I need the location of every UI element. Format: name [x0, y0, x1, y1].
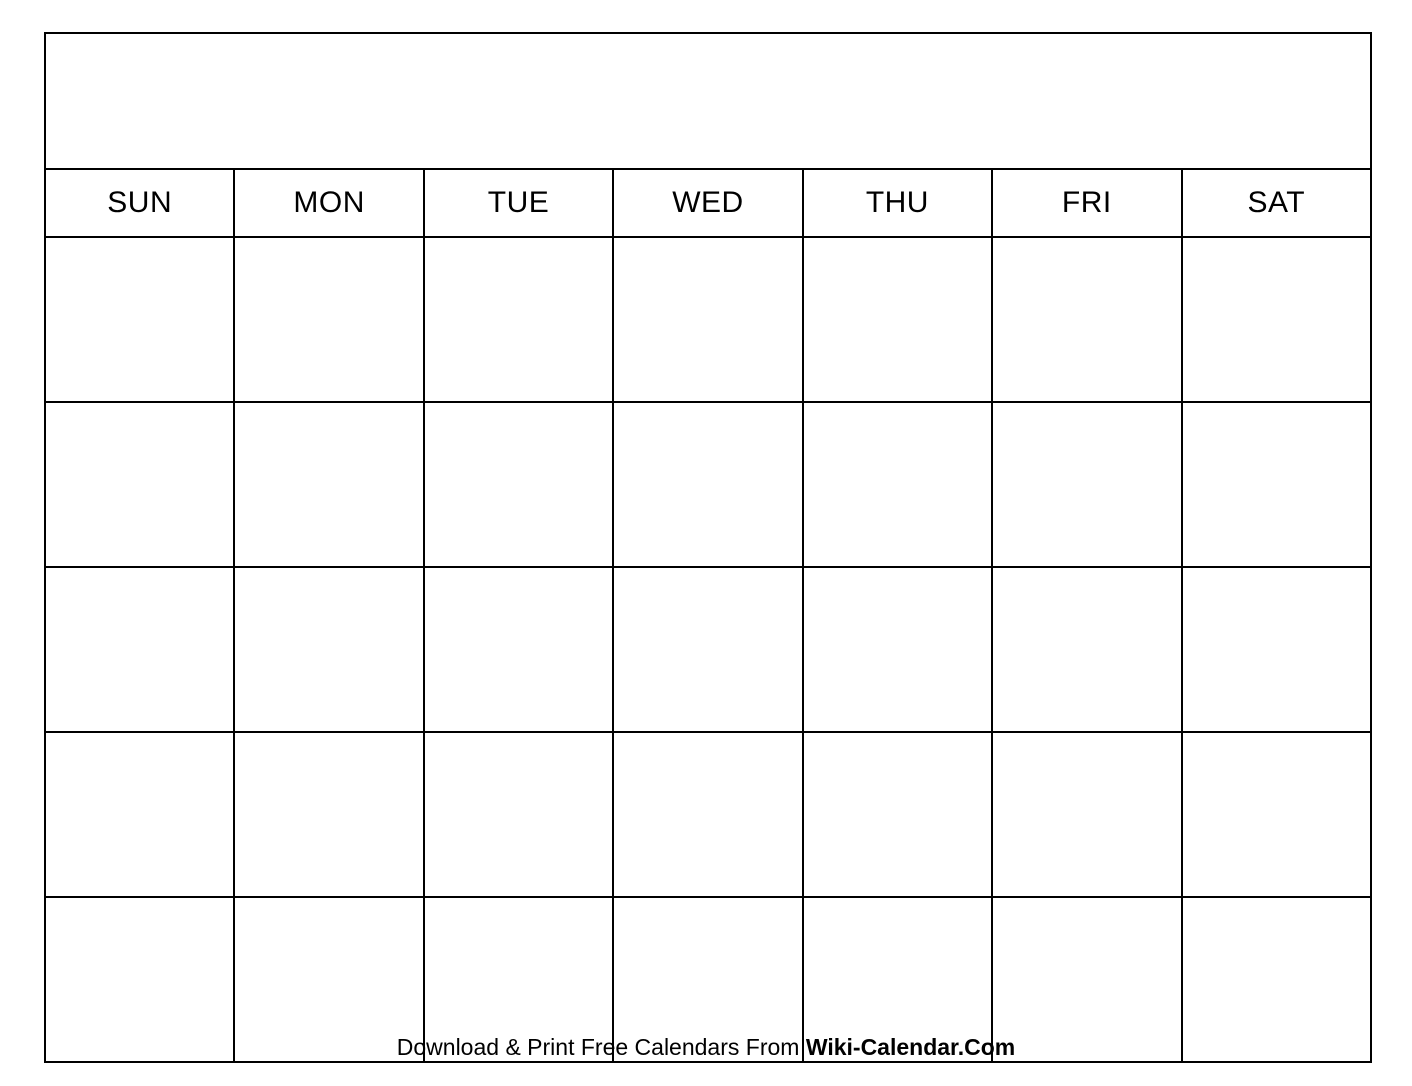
day-cell[interactable]	[45, 237, 234, 402]
day-cell[interactable]	[992, 732, 1181, 897]
day-cell[interactable]	[992, 402, 1181, 567]
day-cell[interactable]	[992, 237, 1181, 402]
day-cell[interactable]	[613, 567, 802, 732]
day-header-tue: TUE	[424, 169, 613, 237]
day-cell[interactable]	[1182, 567, 1371, 732]
day-number	[1183, 403, 1370, 407]
day-cell[interactable]	[424, 237, 613, 402]
day-number	[993, 733, 1180, 737]
day-header-thu: THU	[803, 169, 992, 237]
day-number	[804, 238, 991, 242]
day-number	[993, 403, 1180, 407]
day-number	[614, 238, 801, 242]
day-number	[235, 568, 422, 572]
calendar-week-row	[45, 402, 1371, 567]
day-number	[993, 238, 1180, 242]
day-header-mon: MON	[234, 169, 423, 237]
day-number	[614, 733, 801, 737]
day-number	[425, 238, 612, 242]
day-cell[interactable]	[424, 567, 613, 732]
day-number	[235, 238, 422, 242]
calendar-title-row	[45, 33, 1371, 169]
day-cell[interactable]	[234, 402, 423, 567]
day-number	[614, 568, 801, 572]
day-cell[interactable]	[1182, 732, 1371, 897]
day-cell[interactable]	[613, 732, 802, 897]
day-header-sun: SUN	[45, 169, 234, 237]
day-number	[46, 403, 233, 407]
day-number	[425, 733, 612, 737]
day-number	[804, 568, 991, 572]
day-number	[46, 898, 233, 902]
calendar-title-cell	[45, 33, 1371, 169]
day-number	[1183, 568, 1370, 572]
day-number	[804, 403, 991, 407]
day-number	[614, 898, 801, 902]
day-cell[interactable]	[803, 732, 992, 897]
day-number	[425, 898, 612, 902]
calendar-week-row	[45, 567, 1371, 732]
day-number	[235, 898, 422, 902]
day-header-wed: WED	[613, 169, 802, 237]
day-number	[235, 733, 422, 737]
day-cell[interactable]	[803, 237, 992, 402]
day-cell[interactable]	[1182, 402, 1371, 567]
day-number	[1183, 238, 1370, 242]
calendar-table	[44, 32, 1372, 1063]
day-header-sat: SAT	[1182, 169, 1371, 237]
day-cell[interactable]	[1182, 237, 1371, 402]
day-number	[46, 238, 233, 242]
day-cell[interactable]	[45, 402, 234, 567]
day-cell[interactable]	[803, 567, 992, 732]
calendar-week-row	[45, 732, 1371, 897]
day-number	[425, 403, 612, 407]
day-number	[235, 403, 422, 407]
day-cell[interactable]	[613, 402, 802, 567]
day-cell[interactable]	[234, 732, 423, 897]
footer-brand-link[interactable]: Wiki-Calendar.Com	[805, 1034, 1016, 1060]
day-number	[993, 568, 1180, 572]
day-cell[interactable]	[234, 567, 423, 732]
footer-text: Download & Print Free Calendars From	[396, 1034, 806, 1060]
day-cell[interactable]	[45, 732, 234, 897]
day-cell[interactable]	[424, 732, 613, 897]
day-header-fri: FRI	[992, 169, 1181, 237]
day-number	[46, 733, 233, 737]
day-cell[interactable]	[803, 402, 992, 567]
day-cell[interactable]	[424, 402, 613, 567]
day-number	[1183, 898, 1370, 902]
day-of-week-header-row	[45, 169, 1371, 237]
footer-credit	[0, 1034, 1412, 1062]
day-cell[interactable]	[45, 567, 234, 732]
day-number	[425, 568, 612, 572]
calendar-week-row	[45, 237, 1371, 402]
day-cell[interactable]	[234, 237, 423, 402]
day-number	[46, 568, 233, 572]
day-cell[interactable]	[992, 567, 1181, 732]
day-number	[1183, 733, 1370, 737]
day-number	[614, 403, 801, 407]
day-number	[804, 898, 991, 902]
day-cell[interactable]	[613, 237, 802, 402]
day-number	[993, 898, 1180, 902]
day-number	[804, 733, 991, 737]
